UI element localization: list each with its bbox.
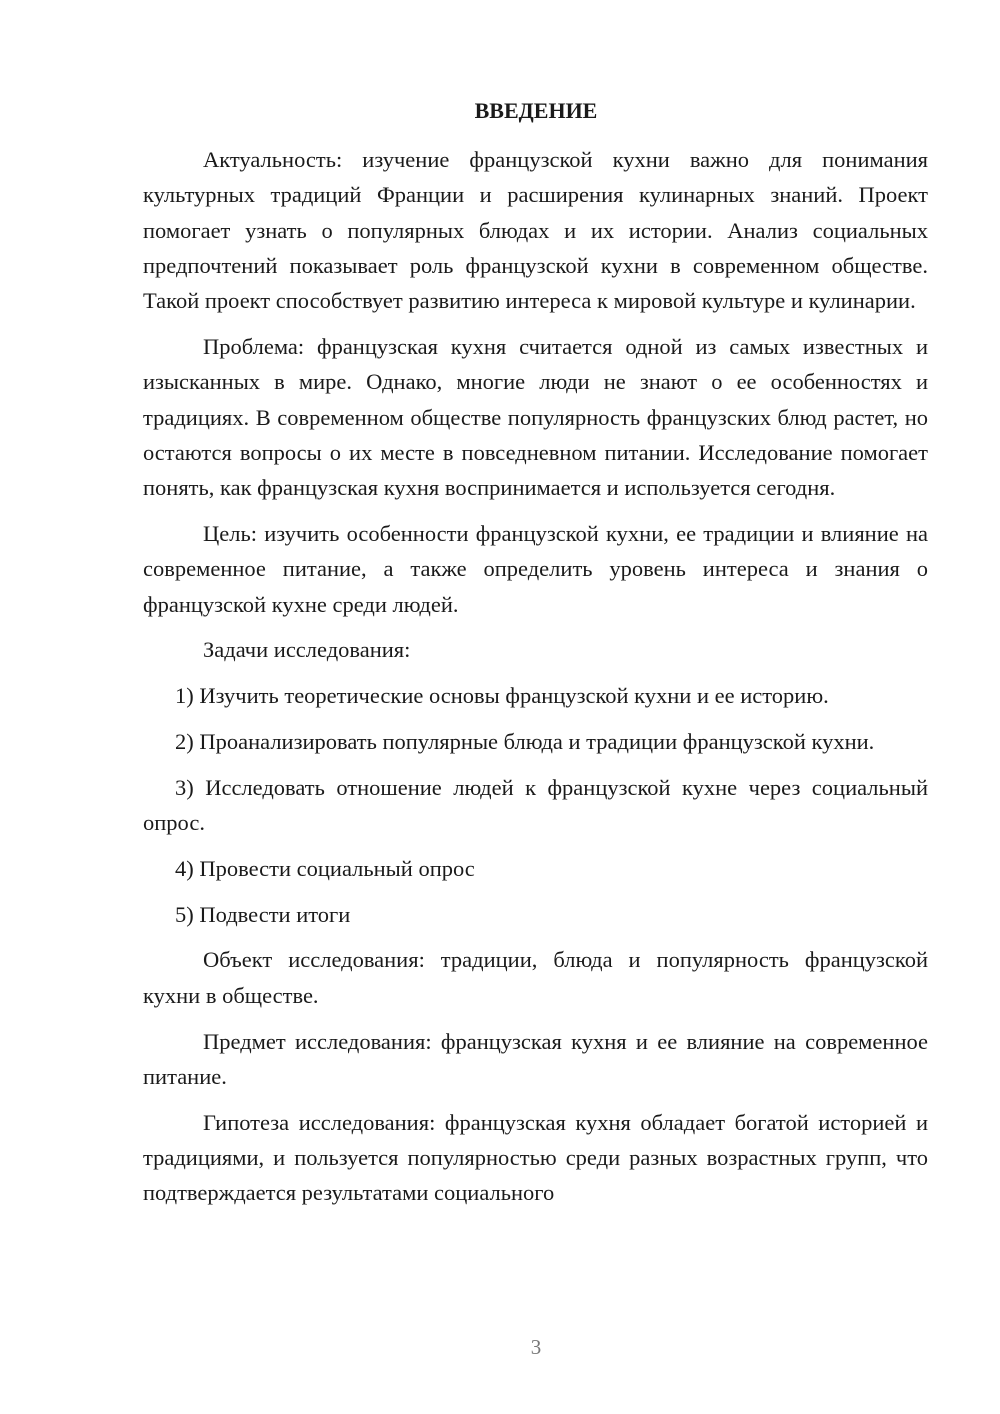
paragraph-problem: Проблема: французская кухня считается одной из самых известных и изысканных в мире. Однако, многие люди не знают о ее особенностях и традициях. В современном обществе популярность французских блюд растет, но остаются вопросы о их месте в повседневном питании. Исследование помогает понять, как французская кухня воспринимается и используется сегодня.: [143, 333, 928, 501]
section-title: ВВЕДЕНИЕ: [474, 98, 598, 123]
body-text: [143, 142, 928, 1221]
paragraph-hypothesis: Гипотеза исследования: французская кухня обладает богатой историей и традициями, и пользуется популярностью среди разных возрастных групп, что подтверждается результатами социального: [143, 1109, 928, 1206]
task-item-5: 5) Подвести итоги: [175, 901, 351, 927]
paragraph-tasks-heading: Задачи исследования:: [203, 637, 411, 663]
task-item-1: 1) Изучить теоретические основы французской кухни и ее историю.: [175, 683, 829, 709]
paragraph-relevance: Актуальность: изучение французской кухни важно для понимания культурных традиций Франции и расширения кулинарных знаний. Проект помогает узнать о популярных блюдах и их истории. Анализ социальных предпочтений показывает роль французской кухни в современном обществе. Такой проект способствует развитию интереса к мировой культуре и кулинарии.: [143, 147, 928, 314]
task-item-3: 3) Исследовать отношение людей к французской кухне через социальный опрос.: [143, 774, 928, 836]
paragraph-goal: Цель: изучить особенности французской кухни, ее традиции и влияние на современное питание, а также определить уровень интереса и знания о французской кухне среди людей.: [143, 520, 928, 617]
task-item-2: 2) Проанализировать популярные блюда и традиции французской кухни.: [175, 728, 875, 754]
paragraph-subject: Предмет исследования: французская кухня и ее влияние на современное питание.: [143, 1028, 928, 1089]
page-number: 3: [530, 1335, 542, 1359]
task-item-4: 4) Провести социальный опрос: [175, 855, 475, 881]
paragraph-object: Объект исследования: традиции, блюда и популярность французской кухни в обществе.: [143, 947, 928, 1008]
